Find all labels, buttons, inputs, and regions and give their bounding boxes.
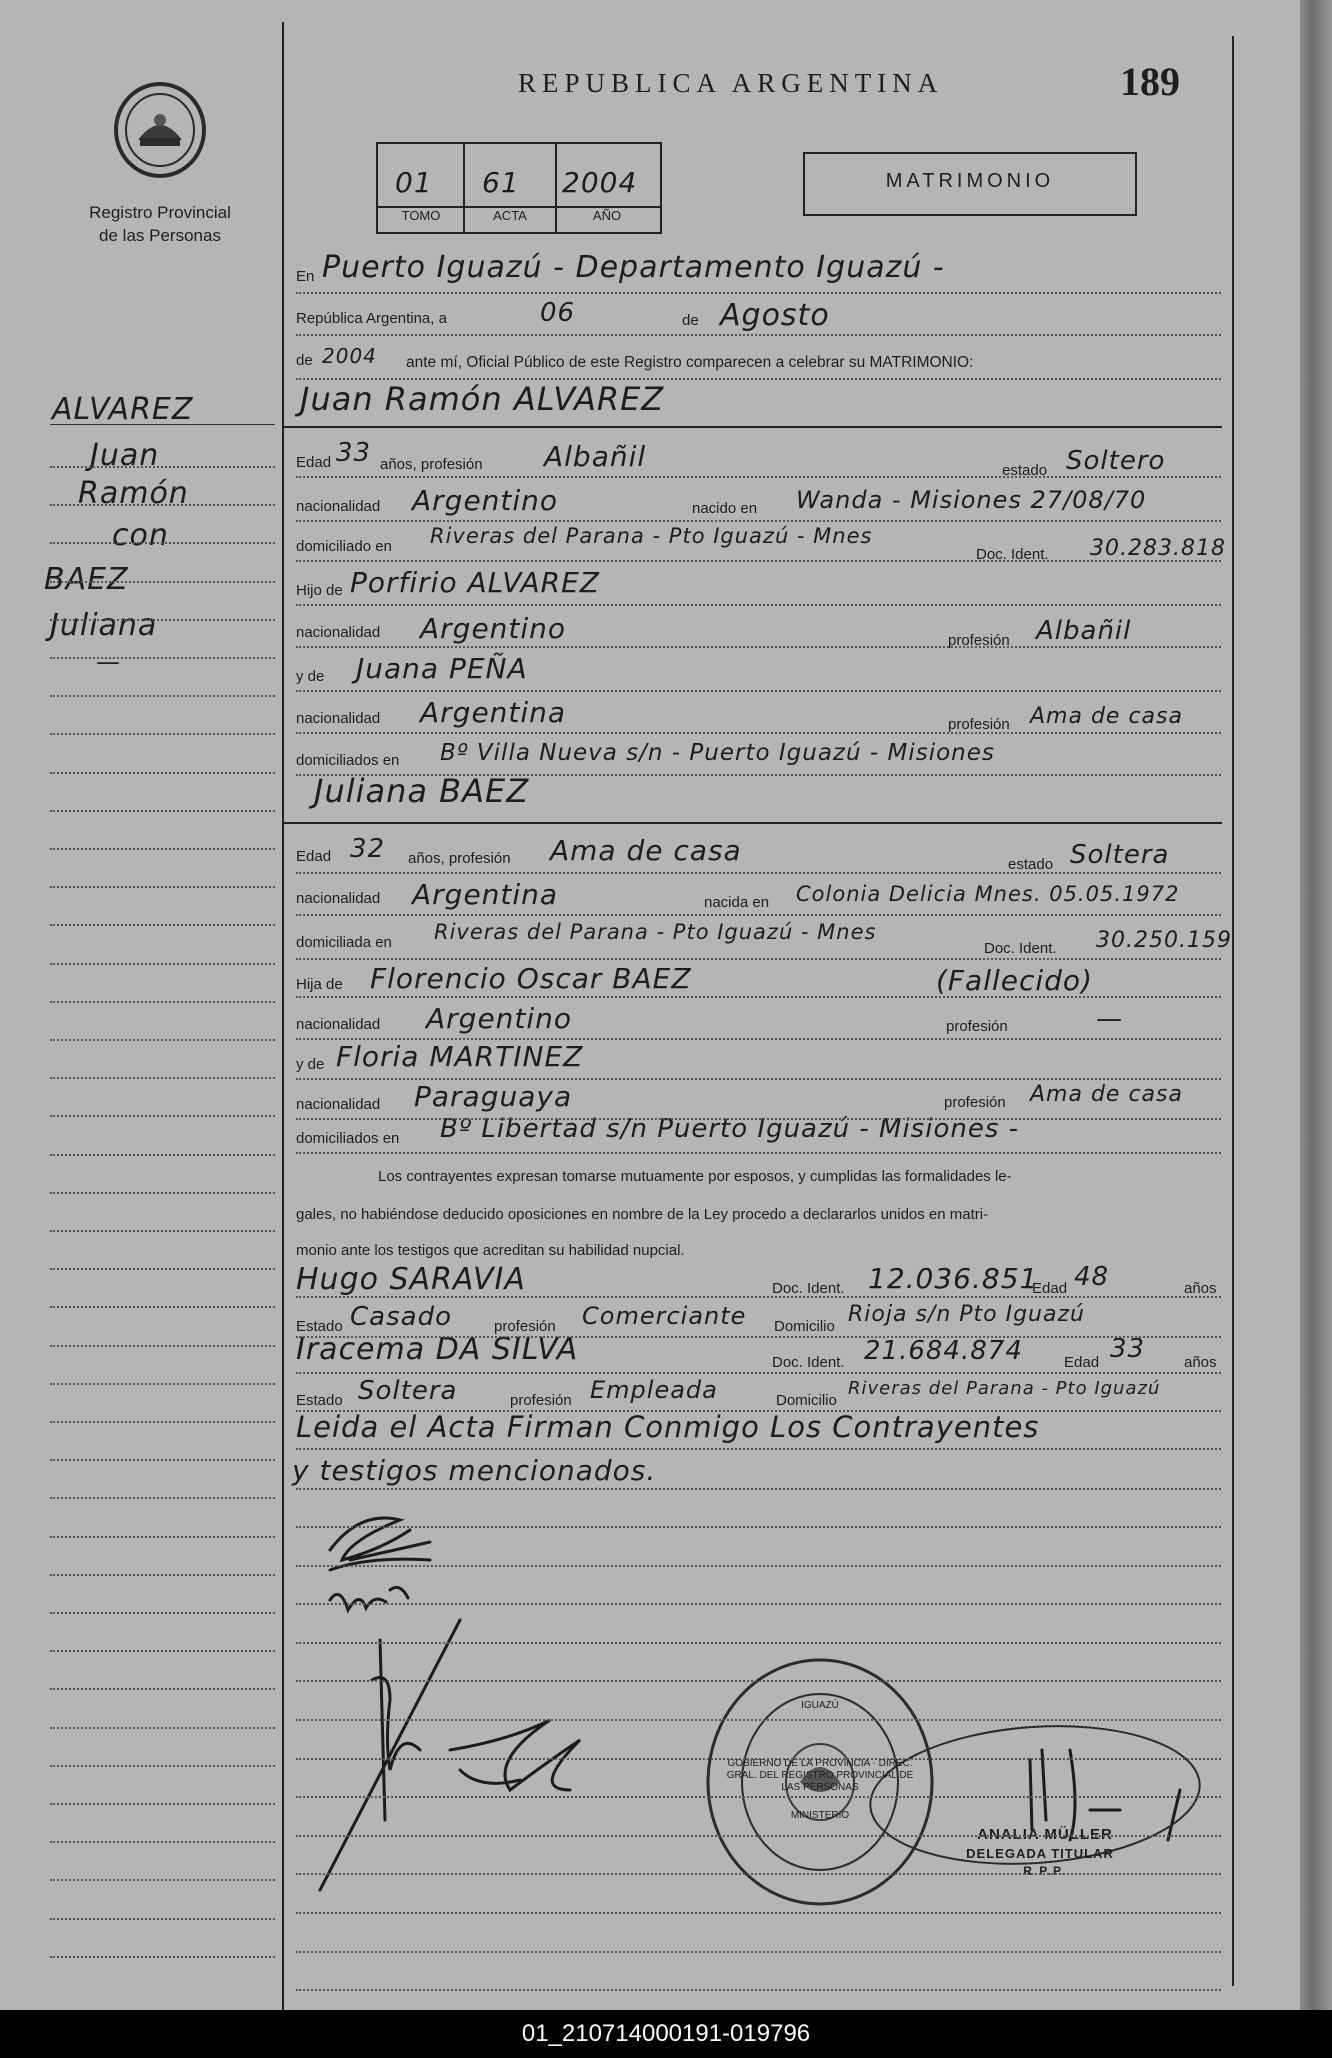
margin-ruled-line <box>50 1268 275 1270</box>
margin-surname-bride: BAEZ <box>44 562 129 597</box>
body-ruled-line <box>296 774 1221 776</box>
body-ruled-line <box>296 1873 1221 1875</box>
margin-con: con <box>112 518 169 553</box>
margin-ruled-line <box>50 619 275 621</box>
bride-age: 32 <box>350 834 386 864</box>
witness1-edad-label: Edad <box>1032 1280 1068 1297</box>
body-ruled-line <box>296 1951 1221 1953</box>
margin-ruled-line <box>50 1765 275 1767</box>
witness2-profession: Empleada <box>590 1376 718 1404</box>
groom-domiciliados-label: domiciliados en <box>296 752 400 769</box>
margin-ruled-line <box>50 1688 275 1690</box>
margin-ruled-line <box>50 1306 275 1308</box>
groom-doc-label: Doc. Ident. <box>976 546 1049 563</box>
body-ruled-line <box>296 1410 1221 1412</box>
witness2-estado: Soltera <box>358 1376 458 1406</box>
witness1-profession: Comerciante <box>582 1302 747 1330</box>
stamp-inner-text: MINISTERIO <box>790 1810 850 1821</box>
margin-ruled-line <box>50 1077 275 1079</box>
witness1-anos-label: años <box>1184 1280 1217 1297</box>
witness1-profesion-label: profesión <box>494 1318 556 1335</box>
groom-mother: Juana PEÑA <box>356 652 528 685</box>
official-org: R.P.P. <box>1023 1864 1067 1878</box>
bride-address: Riveras del Parana - Pto Iguazú - Mnes <box>434 920 877 944</box>
bride-father-nat-label: nacionalidad <box>296 1016 381 1033</box>
margin-ruled-line <box>50 1879 275 1881</box>
margin-ruled-line <box>50 1574 275 1576</box>
body-ruled-line <box>296 732 1221 734</box>
witness2-doc-label: Doc. Ident. <box>772 1354 845 1371</box>
book-edge <box>1300 0 1332 2010</box>
margin-ruled-line <box>50 1230 275 1232</box>
en-label: En <box>296 268 315 285</box>
file-name-footer: 01_210714000191-019796 <box>0 2010 1332 2058</box>
witness1-name: Hugo SARAVIA <box>296 1262 526 1297</box>
groom-father-prof-label: profesión <box>948 632 1010 649</box>
body-ruled-line <box>296 1642 1221 1644</box>
place-value: Puerto Iguazú - Departamento Iguazú - <box>322 250 945 285</box>
bride-father-nat: Argentino <box>426 1002 573 1035</box>
margin-rule-1 <box>50 424 275 425</box>
bride-nacida-label: nacida en <box>704 894 770 911</box>
margin-ruled-line <box>50 1001 275 1003</box>
witness2-anos-label: años <box>1184 1354 1217 1371</box>
margin-ruled-line <box>50 1383 275 1385</box>
body-ruled-line <box>296 914 1221 916</box>
body-ruled-line <box>296 1796 1221 1798</box>
margin-ruled-line <box>50 1612 275 1614</box>
margin-ruled-line <box>50 1956 275 1958</box>
ano-value: 2004 <box>562 166 638 199</box>
margin-dash: — <box>96 648 121 676</box>
groom-name: Juan Ramón ALVAREZ <box>300 380 665 418</box>
groom-birthplace: Wanda - Misiones 27/08/70 <box>796 486 1147 514</box>
groom-parents-address: Bº Villa Nueva s/n - Puerto Iguazú - Misiones <box>440 740 995 766</box>
left-margin-rule <box>282 22 284 2010</box>
official-title: DELEGADA TITULAR <box>966 1846 1114 1861</box>
closing-line1: Leida el Acta Firman Conmigo Los Contrayentes <box>296 1410 1040 1444</box>
bride-mother-nat-label: nacionalidad <box>296 1096 381 1113</box>
bride-estado: Soltera <box>1070 840 1170 870</box>
groom-father-prof: Albañil <box>1036 616 1132 646</box>
margin-ruled-line <box>50 1345 275 1347</box>
margin-given-groom-1: Juan <box>90 438 160 473</box>
year-value: 2004 <box>322 344 377 368</box>
margin-ruled-line <box>50 886 275 888</box>
witness1-age: 48 <box>1074 1262 1110 1292</box>
groom-edad-label: Edad <box>296 454 332 471</box>
witness1-doc: 12.036.851 <box>868 1262 1039 1295</box>
declaration-line1: Los contrayentes expresan tomarse mutuamente por esposos, y cumplidas las formalidades le- <box>378 1168 1012 1185</box>
margin-ruled-line <box>50 1154 275 1156</box>
witness2-edad-label: Edad <box>1064 1354 1100 1371</box>
margin-ruled-line <box>50 963 275 965</box>
bride-mother-prof: Ama de casa <box>1030 1082 1183 1107</box>
groom-address: Riveras del Parana - Pto Iguazú - Mnes <box>430 524 873 548</box>
margin-ruled-line <box>50 466 275 468</box>
margin-surname-groom: ALVAREZ <box>52 392 194 427</box>
groom-y-de-label: y de <box>296 668 325 685</box>
bride-father-note: (Fallecido) <box>936 964 1093 997</box>
body-ruled-line <box>296 1152 1221 1154</box>
margin-ruled-line <box>50 581 275 583</box>
tomo-label: TOMO <box>401 208 441 223</box>
bride-mother: Floria MARTINEZ <box>336 1040 584 1073</box>
margin-ruled-line <box>50 1918 275 1920</box>
margin-given-groom-2: Ramón <box>78 476 189 511</box>
body-ruled-line <box>296 1603 1221 1605</box>
bride-hija-label: Hija de <box>296 976 343 993</box>
bride-profession: Ama de casa <box>550 834 742 867</box>
groom-hijo-label: Hijo de <box>296 582 343 599</box>
body-ruled-line <box>296 334 1221 336</box>
groom-doc: 30.283.818 <box>1090 536 1226 561</box>
body-ruled-line <box>296 1526 1221 1528</box>
bride-estado-label: estado <box>1008 856 1054 873</box>
country-title: REPUBLICA ARGENTINA <box>518 68 944 98</box>
bride-father: Florencio Oscar BAEZ <box>370 962 692 995</box>
body-ruled-line <box>296 996 1221 998</box>
margin-ruled-line <box>50 1459 275 1461</box>
witness2-estado-label: Estado <box>296 1392 343 1409</box>
body-ruled-line <box>296 1296 1221 1298</box>
groom-estado-label: estado <box>1002 462 1048 479</box>
official-name: ANALIA MÜLLER <box>977 1826 1113 1843</box>
groom-anos-profesion-label: años, profesión <box>380 456 483 473</box>
witness2-name: Iracema DA SILVA <box>296 1332 579 1367</box>
bride-father-prof: — <box>1096 1004 1123 1034</box>
groom-nacionalidad-label: nacionalidad <box>296 498 381 515</box>
bride-doc-label: Doc. Ident. <box>984 940 1057 957</box>
groom-father: Porfirio ALVAREZ <box>350 566 600 599</box>
margin-ruled-line <box>50 695 275 697</box>
witness2-profesion-label: profesión <box>510 1392 572 1409</box>
bride-domiciliada-label: domiciliada en <box>296 934 392 951</box>
witness2-domicilio-label: Domicilio <box>776 1392 837 1409</box>
body-ruled-line <box>296 1719 1221 1721</box>
bride-edad-label: Edad <box>296 848 332 865</box>
groom-father-nat-label: nacionalidad <box>296 624 381 641</box>
republica-label: República Argentina, a <box>296 310 447 327</box>
acta-label: ACTA <box>493 208 527 223</box>
body-ruled-line <box>296 378 1221 380</box>
margin-ruled-line <box>50 1192 275 1194</box>
day-value: 06 <box>540 298 576 328</box>
groom-profession: Albañil <box>544 440 647 473</box>
margin-ruled-line <box>50 1650 275 1652</box>
bride-birthplace: Colonia Delicia Mnes. 05.05.1972 <box>796 882 1180 906</box>
body-ruled-line <box>296 1448 1221 1450</box>
body-ruled-line <box>296 1336 1221 1338</box>
page-number: 189 <box>1120 59 1180 104</box>
de-label: de <box>682 312 699 329</box>
bride-section-rule <box>282 822 1222 824</box>
body-ruled-line <box>296 1078 1221 1080</box>
bride-anos-profesion-label: años, profesión <box>408 850 511 867</box>
margin-ruled-line <box>50 1727 275 1729</box>
registry-name-line2: de las Personas <box>99 226 221 245</box>
body-ruled-line <box>296 1565 1221 1567</box>
body-ruled-line <box>296 1038 1221 1040</box>
bride-father-prof-label: profesión <box>946 1018 1008 1035</box>
witness2-age: 33 <box>1110 1334 1146 1364</box>
margin-ruled-line <box>50 924 275 926</box>
de2-label: de <box>296 352 313 369</box>
groom-domiciliado-label: domiciliado en <box>296 538 392 555</box>
groom-mother-nat: Argentina <box>420 696 567 729</box>
tomo-value: 01 <box>395 166 433 199</box>
margin-ruled-line <box>50 810 275 812</box>
body-ruled-line <box>296 1758 1221 1760</box>
margin-ruled-line <box>50 1497 275 1499</box>
body-ruled-line <box>296 1989 1221 1991</box>
groom-age: 33 <box>336 438 372 468</box>
witness1-address: Rioja s/n Pto Iguazú <box>848 1302 1085 1327</box>
body-ruled-line <box>296 690 1221 692</box>
body-ruled-line <box>296 1372 1221 1374</box>
doc-type-label: MATRIMONIO <box>885 170 1055 192</box>
bride-name: Juliana BAEZ <box>314 772 530 810</box>
margin-ruled-line <box>50 733 275 735</box>
witness1-estado: Casado <box>350 1302 452 1332</box>
groom-nacido-label: nacido en <box>692 500 758 517</box>
margin-ruled-line <box>50 1536 275 1538</box>
body-ruled-line <box>296 1835 1221 1837</box>
body-ruled-line <box>296 646 1221 648</box>
bride-mother-nat: Paraguaya <box>414 1080 573 1113</box>
bride-y-de-label: y de <box>296 1056 325 1073</box>
witness1-domicilio-label: Domicilio <box>774 1318 835 1335</box>
margin-ruled-line <box>50 1421 275 1423</box>
groom-section-rule <box>282 426 1222 428</box>
acta-value: 61 <box>482 166 520 199</box>
witness1-doc-label: Doc. Ident. <box>772 1280 845 1297</box>
stamp-inner-top: IGUAZÚ <box>801 1700 839 1711</box>
body-ruled-line <box>296 520 1221 522</box>
groom-mother-nat-label: nacionalidad <box>296 710 381 727</box>
groom-estado: Soltero <box>1066 446 1166 476</box>
margin-given-bride: Juliana <box>50 608 158 643</box>
groom-father-nat: Argentino <box>420 612 567 645</box>
provincial-seal-icon <box>110 80 210 180</box>
body-ruled-line <box>296 292 1221 294</box>
body-ruled-line <box>296 560 1221 562</box>
margin-ruled-line <box>50 657 275 659</box>
margin-ruled-line <box>50 848 275 850</box>
groom-mother-prof-label: profesión <box>948 716 1010 733</box>
body-ruled-line <box>296 872 1221 874</box>
declaration-line2: gales, no habiéndose deducido oposiciones en nombre de la Ley procedo a declararlos unidos en matri- <box>296 1206 989 1223</box>
intro-text: ante mí, Oficial Público de este Registro comparecen a celebrar su MATRIMONIO: <box>406 354 974 371</box>
body-ruled-line <box>296 958 1221 960</box>
bride-nacionalidad-label: nacionalidad <box>296 890 381 907</box>
body-ruled-line <box>296 1680 1221 1682</box>
margin-ruled-line <box>50 1115 275 1117</box>
body-ruled-line <box>296 1912 1221 1914</box>
registry-name-line1: Registro Provincial <box>89 203 231 222</box>
right-margin-rule <box>1232 36 1234 1986</box>
witness2-doc: 21.684.874 <box>864 1336 1023 1366</box>
groom-nationality: Argentino <box>412 484 559 517</box>
body-ruled-line <box>296 1118 1221 1120</box>
witness2-address: Riveras del Parana - Pto Iguazú <box>848 1378 1161 1399</box>
groom-mother-prof: Ama de casa <box>1030 704 1183 729</box>
bride-mother-prof-label: profesión <box>944 1094 1006 1111</box>
margin-ruled-line <box>50 772 275 774</box>
bride-doc: 30.250.159 <box>1096 928 1232 953</box>
body-ruled-line <box>296 1488 1221 1490</box>
margin-ruled-line <box>50 504 275 506</box>
margin-ruled-line <box>50 1803 275 1805</box>
margin-ruled-line <box>50 1039 275 1041</box>
declaration-line3: monio ante los testigos que acreditan su habilidad nupcial. <box>296 1242 685 1259</box>
bride-domiciliados-label: domiciliados en <box>296 1130 400 1147</box>
body-ruled-line <box>296 476 1221 478</box>
body-ruled-line <box>296 604 1221 606</box>
margin-ruled-line <box>50 1841 275 1843</box>
bride-parents-address: Bº Libertad s/n Puerto Iguazú - Misiones - <box>440 1114 1020 1144</box>
bride-nationality: Argentina <box>412 878 559 911</box>
stamp-ring-text: GOBIERNO DE LA PROVINCIA · DIREC. GRAL. DEL REGISTRO PROVINCIAL DE LAS PERSONAS <box>726 1758 914 1793</box>
ano-label: AÑO <box>592 208 622 223</box>
witness1-estado-label: Estado <box>296 1318 343 1335</box>
margin-ruled-line <box>50 542 275 544</box>
month-value: Agosto <box>720 298 830 333</box>
closing-line2: y testigos mencionados. <box>292 1454 657 1487</box>
